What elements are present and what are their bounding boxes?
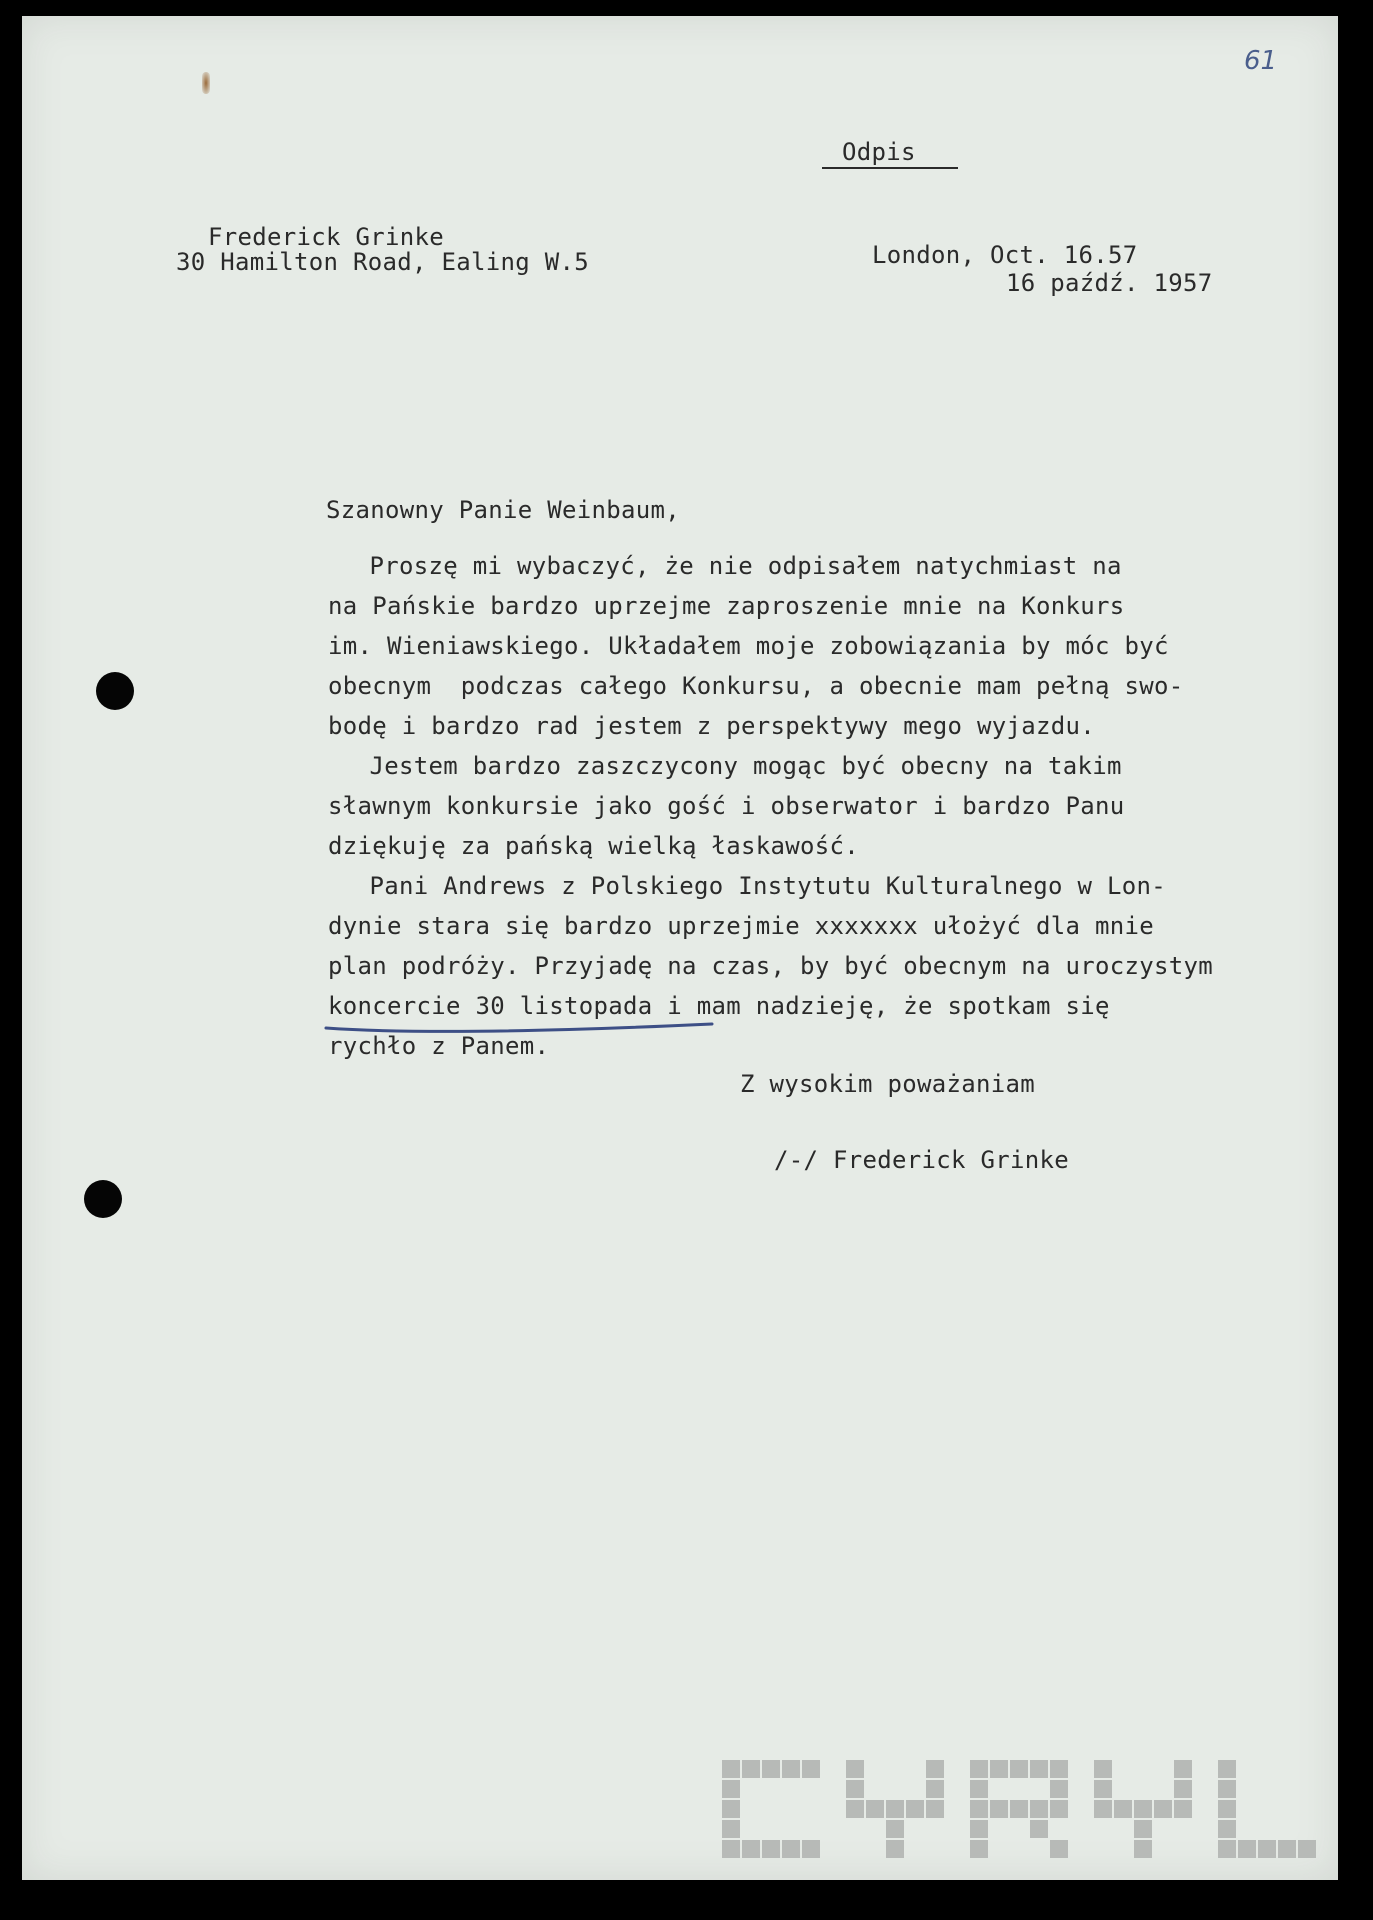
page-number: 61 <box>1244 46 1278 76</box>
body-line: koncercie 30 listopada i mam nadzieję, że spotkam się <box>328 992 1110 1020</box>
watermark-block <box>906 1800 924 1818</box>
watermark-block <box>926 1780 944 1798</box>
punch-hole <box>84 1180 122 1218</box>
body-line: Jestem bardzo zaszczycony mogąc być obecny na takim <box>340 752 1122 780</box>
watermark-block <box>722 1760 740 1778</box>
watermark-block <box>802 1760 820 1778</box>
watermark-block <box>1174 1760 1192 1778</box>
watermark-block <box>1218 1820 1236 1838</box>
watermark-block <box>970 1760 988 1778</box>
watermark-block <box>1238 1840 1256 1858</box>
watermark-block <box>1258 1840 1276 1858</box>
document-page <box>22 16 1338 1880</box>
watermark-block <box>782 1760 800 1778</box>
watermark-block <box>970 1780 988 1798</box>
watermark-block <box>1114 1800 1132 1818</box>
body-line: Proszę mi wybaczyć, że nie odpisałem natychmiast na <box>340 552 1122 580</box>
body-line: plan podróży. Przyjadę na czas, by być obecnym na uroczystym <box>328 952 1213 980</box>
body-line: dynie stara się bardzo uprzejmie xxxxxxx ułożyć dla mnie <box>328 912 1154 940</box>
sender-address: 30 Hamilton Road, Ealing W.5 <box>176 248 589 276</box>
watermark-block <box>722 1820 740 1838</box>
watermark-block <box>1050 1840 1068 1858</box>
watermark-block <box>1134 1840 1152 1858</box>
signature: /-/ Frederick Grinke <box>774 1146 1069 1174</box>
watermark-block <box>722 1800 740 1818</box>
watermark-block <box>1030 1820 1048 1838</box>
watermark-block <box>926 1800 944 1818</box>
watermark-block <box>866 1800 884 1818</box>
watermark-block <box>886 1840 904 1858</box>
watermark-block <box>1134 1800 1152 1818</box>
body-line: dziękuję za pańską wielką łaskawość. <box>328 832 859 860</box>
watermark-block <box>1094 1780 1112 1798</box>
watermark-block <box>1218 1760 1236 1778</box>
watermark-block <box>886 1800 904 1818</box>
watermark-block <box>1094 1800 1112 1818</box>
body-line: bodę i bardzo rad jestem z perspektywy mego wyjazdu. <box>328 712 1095 740</box>
watermark-block <box>1050 1780 1068 1798</box>
watermark-block <box>722 1840 740 1858</box>
watermark-block <box>1218 1840 1236 1858</box>
watermark-block <box>846 1760 864 1778</box>
watermark-block <box>1134 1820 1152 1838</box>
watermark-block <box>886 1820 904 1838</box>
closing: Z wysokim poważaniam <box>740 1070 1035 1098</box>
watermark-block <box>1094 1760 1112 1778</box>
watermark-block <box>722 1780 740 1798</box>
watermark-block <box>970 1840 988 1858</box>
watermark-block <box>782 1840 800 1858</box>
watermark-block <box>846 1800 864 1818</box>
watermark-block <box>1010 1800 1028 1818</box>
ink-underline <box>322 1014 722 1038</box>
date-line-2: 16 paźdź. 1957 <box>1006 269 1213 297</box>
sender-name: Frederick Grinke <box>208 223 444 251</box>
watermark-block <box>846 1780 864 1798</box>
heading-underline <box>822 167 958 169</box>
watermark-block <box>762 1840 780 1858</box>
watermark-block <box>1298 1840 1316 1858</box>
punch-hole <box>96 672 134 710</box>
date-line-1: London, Oct. 16.57 <box>872 241 1138 269</box>
watermark-block <box>1030 1760 1048 1778</box>
watermark-block <box>1010 1760 1028 1778</box>
watermark-block <box>742 1760 760 1778</box>
body-line: obecnym podczas całego Konkursu, a obecnie mam pełną swo- <box>328 672 1184 700</box>
stain-mark <box>202 72 210 94</box>
watermark-block <box>802 1840 820 1858</box>
body-line: rychło z Panem. <box>328 1032 550 1060</box>
watermark-block <box>970 1800 988 1818</box>
document-heading: Odpis <box>842 138 916 166</box>
watermark-block <box>1218 1800 1236 1818</box>
body-line: sławnym konkursie jako gość i obserwator i bardzo Panu <box>328 792 1125 820</box>
watermark-block <box>990 1760 1008 1778</box>
cyryl-watermark-logo <box>722 1756 1342 1866</box>
watermark-block <box>1174 1780 1192 1798</box>
watermark-block <box>762 1760 780 1778</box>
salutation: Szanowny Panie Weinbaum, <box>326 496 680 524</box>
watermark-block <box>990 1800 1008 1818</box>
watermark-block <box>1278 1840 1296 1858</box>
watermark-block <box>926 1760 944 1778</box>
watermark-block <box>970 1820 988 1838</box>
watermark-block <box>1174 1800 1192 1818</box>
body-line: na Pańskie bardzo uprzejme zaproszenie mnie na Konkurs <box>328 592 1125 620</box>
watermark-block <box>1218 1780 1236 1798</box>
watermark-block <box>1050 1760 1068 1778</box>
watermark-block <box>1030 1800 1048 1818</box>
watermark-block <box>1050 1800 1068 1818</box>
watermark-block <box>742 1840 760 1858</box>
body-line: Pani Andrews z Polskiego Instytutu Kulturalnego w Lon- <box>340 872 1166 900</box>
watermark-block <box>1154 1800 1172 1818</box>
body-line: im. Wieniawskiego. Układałem moje zobowiązania by móc być <box>328 632 1169 660</box>
